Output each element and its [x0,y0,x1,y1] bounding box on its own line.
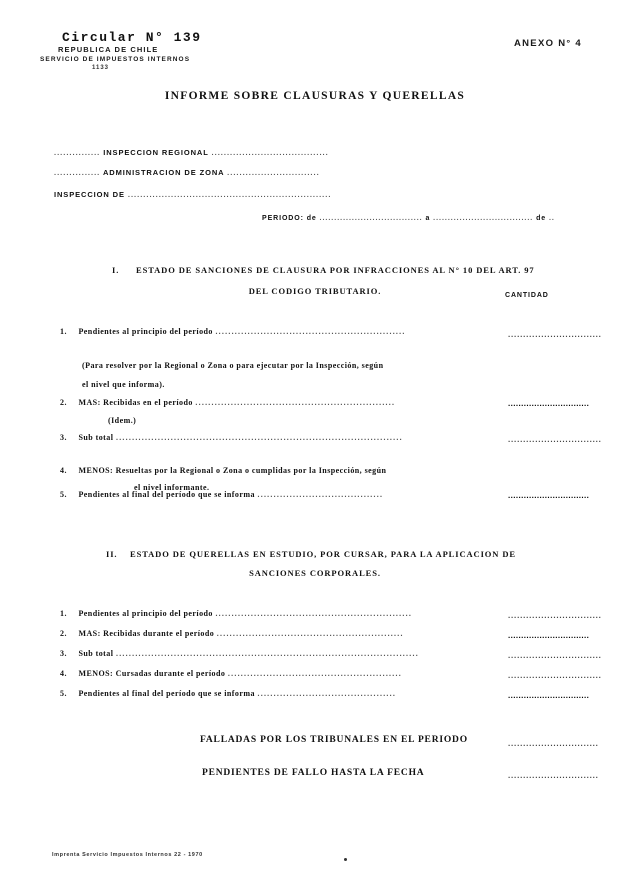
item-text: MAS: Recibidas en el período [78,398,193,407]
footer-statement-pendientes: PENDIENTES DE FALLO HASTA LA FECHA [202,768,425,778]
item-note: (Idem.) [108,416,137,425]
answer-field-pendientes[interactable]: .............................. [508,771,599,780]
list-item [60,689,396,698]
answer-field-falladas[interactable]: .............................. [508,739,599,748]
list-item [60,398,395,407]
dots-leading: ............... [54,148,101,157]
dots-1: ................................... [319,215,423,222]
periodo-de2: de [536,215,547,222]
dots-trailing: .............................. [227,168,320,177]
item-index: 1. [60,327,67,336]
periodo-de: de [306,215,317,222]
field-label: INSPECCION DE [54,190,125,199]
periodo-label: PERIODO: [262,215,304,222]
item-dots: .............................................................................................. [115,649,419,658]
item-note-cont: el nivel que informa). [82,380,165,389]
item-index: 2. [60,629,67,638]
item-text: MAS: Recibidas durante el período [78,629,215,638]
dots-trailing: ...................................... [211,148,329,157]
list-item [60,327,405,336]
section-1-heading-line1: ESTADO DE SANCIONES DE CLAUSURA POR INFRACCIONES AL N° 10 DEL ART. 97 [136,265,535,275]
item-index: 4. [60,669,67,678]
dots-2: .................................. [433,215,534,222]
list-item [60,629,404,638]
service-label: SERVICIO DE IMPUESTOS INTERNOS [40,56,191,63]
item-note: (Para resolver por la Regional o Zona o para ejecutar por la Inspección, según [82,361,384,370]
item-dots: ....................................... [257,490,384,499]
org-number: 1133 [92,65,110,71]
item-text: Pendientes al principio del período [78,327,213,336]
answer-field[interactable]: ............................... [508,330,602,339]
item-text: Pendientes al final del período que se informa [78,689,255,698]
field-inspeccion-regional[interactable] [54,148,329,157]
answer-field[interactable]: ............................... [508,435,602,444]
list-item [60,490,383,499]
item-dots: ......................................................................................... [115,433,403,442]
answer-field[interactable]: ............................... [508,671,602,680]
field-administracion-zona[interactable] [54,168,320,177]
annex-number: ANEXO N° 4 [513,38,582,49]
item-note: el nivel informante. [134,483,210,492]
item-dots: ............................................................. [215,609,412,618]
dots-trailing: .................................................................. [127,190,332,199]
section-2-heading-line2: SANCIONES CORPORALES. [249,568,381,578]
section-2-number: II. [106,549,118,559]
list-item [60,649,419,658]
item-index: 5. [60,490,67,499]
item-text: MENOS: Cursadas durante el período [78,669,226,678]
periodo-a: a [425,215,431,222]
column-header-cantidad: CANTIDAD [505,292,549,299]
item-text: MENOS: Resueltas por la Regional o Zona o cumplidas por la Inspección, según [78,466,387,475]
item-dots: ........................................................... [215,327,406,336]
dots-3: .. [548,215,555,222]
republic-label: REPUBLICA DE CHILE [58,45,159,54]
imprint-note: Imprenta Servicio Impuestos Internos 22 - 1970 [52,852,203,858]
answer-field[interactable]: ............................... [508,631,590,640]
field-label: ADMINISTRACION DE ZONA [102,168,225,177]
item-index: 3. [60,433,67,442]
page-title: INFORME SOBRE CLAUSURAS Y QUERELLAS [164,90,466,102]
answer-field[interactable]: ............................... [508,491,590,500]
item-dots: .......................................................... [216,629,404,638]
dots-leading: ............... [54,168,101,177]
answer-field[interactable]: ............................... [508,399,590,408]
answer-field[interactable]: ............................... [508,691,590,700]
field-periodo[interactable] [262,215,555,222]
item-text: Sub total [78,433,114,442]
section-2-heading-line1: ESTADO DE QUERELLAS EN ESTUDIO, POR CURSAR, PARA LA APLICACION DE [130,549,516,559]
item-index: 3. [60,649,67,658]
field-label: INSPECCION REGIONAL [103,148,209,157]
answer-field[interactable]: ............................... [508,611,602,620]
item-dots: ........................................... [257,689,396,698]
item-index: 1. [60,609,67,618]
list-item [60,433,403,442]
item-text: Pendientes al principio del período [78,609,213,618]
footer-statement-falladas: FALLADAS POR LOS TRIBUNALES EN EL PERIODO [200,735,468,745]
field-inspeccion-de[interactable] [54,190,331,199]
answer-field[interactable]: ............................... [508,651,602,660]
list-item [60,466,386,475]
item-dots: ...................................................... [227,669,402,678]
section-1-heading-line2: DEL CODIGO TRIBUTARIO. [248,286,382,296]
item-dots: .............................................................. [195,398,396,407]
item-index: 4. [60,466,67,475]
circular-number: Circular N° 139 [62,30,202,45]
section-1-number: I. [112,265,120,275]
list-item [60,609,412,618]
item-index: 2. [60,398,67,407]
page-dot-mark [344,858,347,861]
item-index: 5. [60,689,67,698]
item-text: Sub total [78,649,114,658]
list-item [60,669,402,678]
item-text: Pendientes al final del período que se informa [78,490,255,499]
